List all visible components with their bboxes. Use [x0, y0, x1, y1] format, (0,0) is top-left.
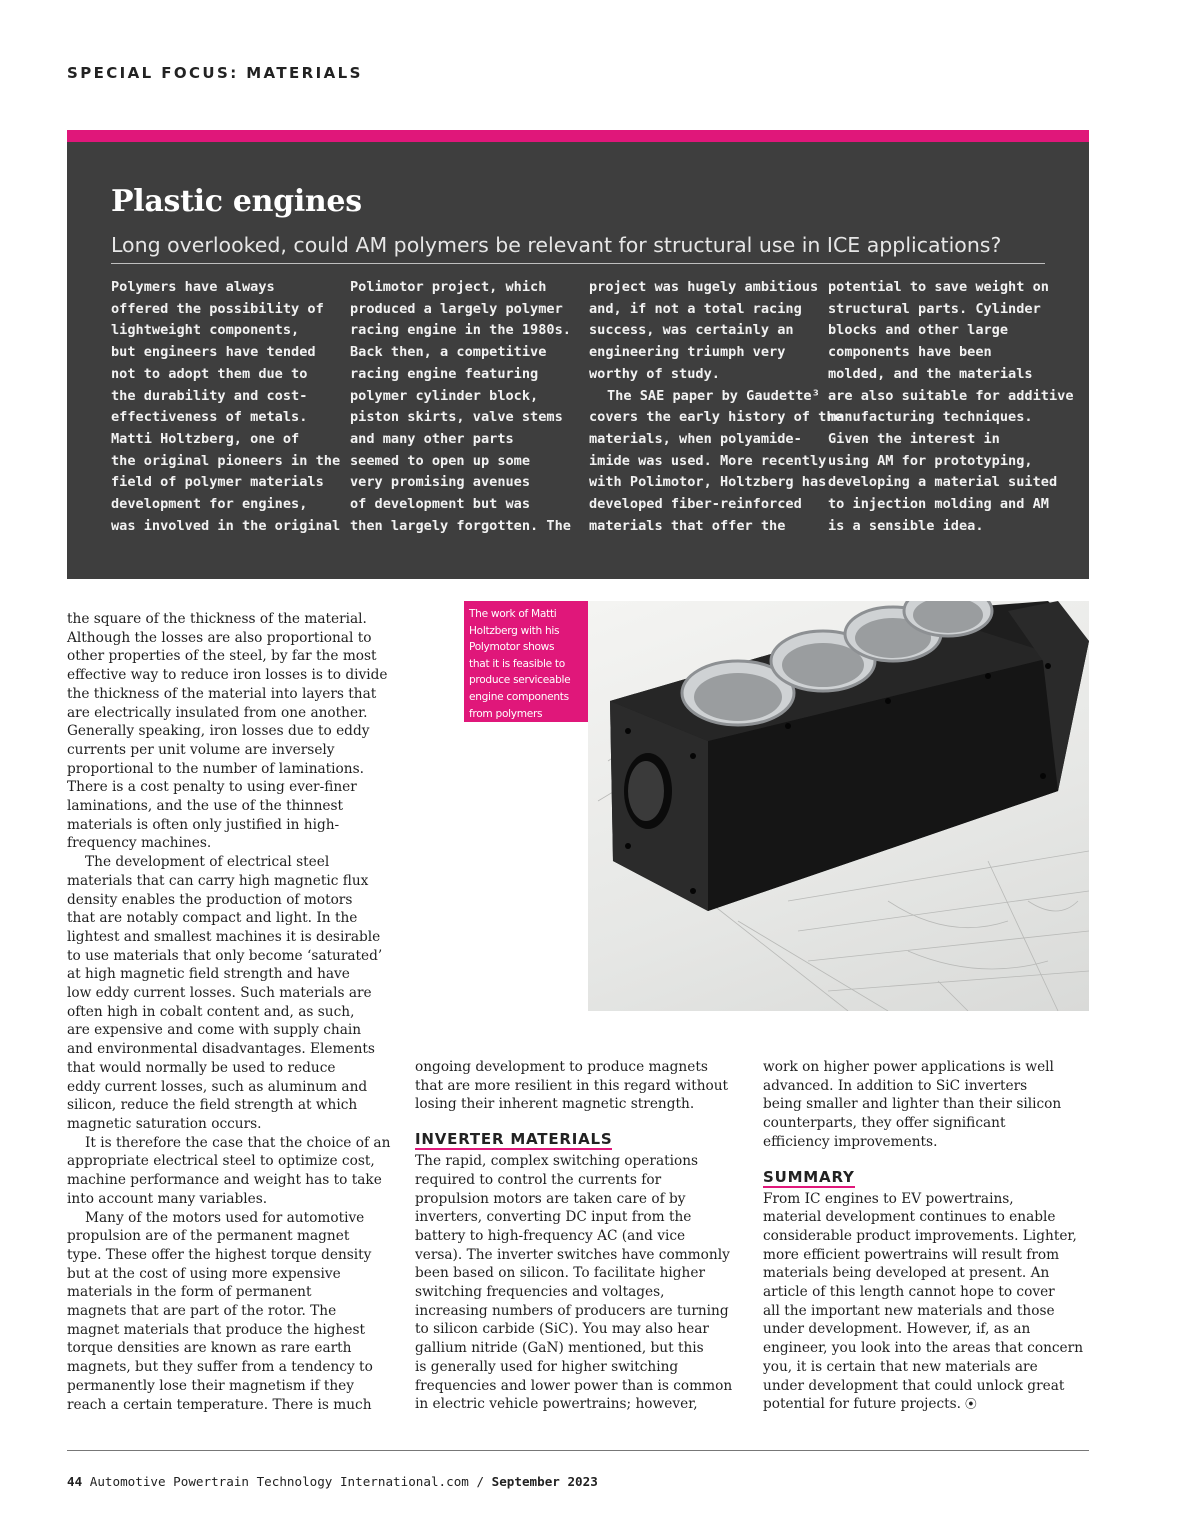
sidebar-text-line: developed fiber-reinforced [589, 496, 802, 513]
sidebar-text-line: molded, and the materials [828, 365, 1033, 382]
sidebar-text-line: Polymers have always [111, 279, 275, 295]
sidebar-text-line: the durability and cost- [111, 387, 308, 404]
sidebar-text-line: engineering triumph very [589, 344, 786, 361]
footer-divider [67, 1450, 1089, 1451]
sidebar-text-line: are also suitable for additive [828, 387, 1074, 404]
sidebar-text-line: was involved in the original [111, 517, 341, 534]
body-text-line: inverters, converting DC input from the [415, 1209, 692, 1226]
sidebar-text-line: effectiveness of metals. [111, 409, 308, 426]
body-text-line: that are more resilient in this regard without [415, 1077, 729, 1094]
sidebar-text-line: blocks and other large [828, 322, 1009, 339]
sidebar-text-line: and many other parts [350, 430, 514, 447]
engine-block-illustration [588, 601, 1089, 1011]
sidebar-text-line: field of polymer materials [111, 474, 324, 491]
sidebar-title: Plastic engines [111, 184, 362, 219]
summary-heading: SUMMARY [763, 1167, 855, 1186]
caption-line: Holtzberg with his [469, 624, 560, 637]
body-text-line: reach a certain temperature. There is much [67, 1396, 372, 1413]
sidebar-text-line: covers the early history of the [589, 409, 843, 426]
sidebar-text-line: very promising avenues [350, 474, 531, 491]
sidebar-text-line: structural parts. Cylinder [828, 300, 1041, 317]
body-text-line: materials in the form of permanent [67, 1284, 312, 1301]
body-text-line: being smaller and lighter than their silicon [763, 1096, 1062, 1113]
body-text-line: in electric vehicle powertrains; however, [415, 1396, 698, 1413]
sidebar-text-line: developing a material suited [828, 474, 1058, 491]
body-text-line: under development. However, if, as an [763, 1321, 1031, 1338]
body-text-line: proportional to the number of laminations. [67, 760, 364, 777]
sidebar-text-line: racing engine in the 1980s. [350, 322, 571, 339]
body-text-line: type. These offer the highest torque density [67, 1246, 372, 1263]
sidebar-text-line: lightweight components, [111, 322, 300, 339]
sidebar-text-line: seemed to open up some [350, 452, 531, 469]
sidebar-text-line: imide was used. More recently [589, 452, 827, 469]
body-text-line: ongoing development to produce magnets [415, 1059, 708, 1075]
body-text-line: versa). The inverter switches have commonly [415, 1246, 730, 1263]
sidebar-text-line: to injection molding and AM [828, 496, 1049, 513]
body-text-line: The rapid, complex switching operations [415, 1153, 699, 1170]
body-text-line: work on higher power applications is well [763, 1059, 1054, 1075]
photo-caption [464, 601, 588, 722]
body-text-line: but at the cost of using more expensive [67, 1265, 341, 1282]
body-text-line: to silicon carbide (SiC). You may also hear [415, 1321, 709, 1338]
body-text-line: permanently lose their magnetism if they [67, 1377, 355, 1394]
sidebar-text-line: potential to save weight on [828, 279, 1049, 295]
body-text-line: It is therefore the case that the choice of an [85, 1134, 391, 1151]
body-text-line: The development of electrical steel [85, 854, 330, 871]
body-text-line: materials being developed at present. An [763, 1265, 1050, 1282]
sidebar-text-line: Back then, a competitive [350, 344, 547, 361]
body-text-line: efficiency improvements. [763, 1133, 938, 1150]
body-text-line: Although the losses are also proportional to [67, 629, 372, 646]
publication-name: Automotive Powertrain Technology International.com / [89, 1474, 485, 1489]
body-text-line: propulsion motors are taken care of by [415, 1190, 686, 1207]
sidebar-subtitle: Long overlooked, could AM polymers be relevant for structural use in ICE applications? [111, 233, 1045, 264]
summary-text [763, 1190, 1093, 1414]
body-text-line: often high in cobalt content and, as such, [67, 1003, 355, 1020]
sidebar-text-line: worthy of study. [589, 365, 720, 382]
sidebar-text-line: racing engine featuring [350, 365, 539, 382]
body-text-line: low eddy current losses. Such materials are [67, 985, 372, 1002]
inverter-materials-text [415, 1152, 745, 1414]
section-label: SPECIAL FOCUS: MATERIALS [67, 64, 363, 82]
sidebar-text-line: offered the possibility of [111, 300, 324, 317]
body-text-line: frequencies and lower power than is common [415, 1377, 733, 1394]
body-text-line: materials that can carry high magnetic flux [67, 872, 369, 889]
body-text-line: that would normally be used to reduce [67, 1059, 336, 1076]
body-text-line: potential for future projects. ⦿ [763, 1396, 977, 1413]
body-text-line: advanced. In addition to SiC inverters [763, 1077, 1028, 1094]
sidebar-text-line: the original pioneers in the [111, 452, 341, 469]
body-text-line: other properties of the steel, by far the most [67, 648, 377, 665]
body-text-line: silicon, reduce the field strength at which [67, 1097, 358, 1114]
sidebar-box [67, 130, 1089, 579]
engine-block-photo [588, 601, 1089, 1011]
sidebar-text-line: materials, when polyamide- [589, 430, 802, 447]
caption-line: produce serviceable [469, 674, 571, 687]
body-text-line: torque densities are known as rare earth [67, 1340, 352, 1357]
body-text-line: engineer, you look into the areas that concern [763, 1340, 1084, 1357]
body-text-line: propulsion are of the permanent magnet [67, 1228, 350, 1245]
body-text-line: the thickness of the material into layers that [67, 685, 377, 702]
body-text-line: gallium nitride (GaN) mentioned, but this [415, 1340, 704, 1357]
sidebar-text-line: and, if not a total racing [589, 300, 802, 317]
body-text-line: considerable product improvements. Lighter, [763, 1227, 1077, 1244]
body-text-line: counterparts, they offer significant [763, 1115, 1006, 1132]
body-text-line: are electrically insulated from one another. [67, 704, 368, 721]
body-text-line: From IC engines to EV powertrains, [763, 1190, 1014, 1207]
body-text-line: materials is often only justified in high- [67, 816, 340, 833]
sidebar-column-4 [828, 277, 1074, 537]
sidebar-text-line: Matti Holtzberg, one of [111, 430, 300, 447]
sidebar-text-line: Given the interest in [828, 430, 1000, 447]
sidebar-text-line: of development but was [350, 496, 531, 513]
caption-line: The work of Matti [469, 608, 557, 620]
column-3-intro [763, 1058, 1093, 1152]
caption-line: from polymers [469, 707, 543, 720]
sidebar-text-line: materials that offer the [589, 517, 786, 534]
sidebar-column-1 [111, 277, 341, 537]
body-text-line: magnetic saturation occurs. [67, 1115, 262, 1132]
body-text-line: are expensive and come with supply chain [67, 1022, 362, 1039]
body-text-line: effective way to reduce iron losses is to divide [67, 667, 388, 684]
body-text-line: magnet materials that produce the highest [67, 1321, 365, 1338]
body-text-line: you, it is certain that new materials are [763, 1358, 1038, 1375]
sidebar-text-line: then largely forgotten. The [350, 517, 571, 534]
sidebar-text-line: manufacturing techniques. [828, 409, 1033, 426]
body-column-3 [763, 1058, 1093, 1414]
sidebar-text-line: success, was certainly an [589, 322, 794, 339]
sidebar-text-line: project was hugely ambitious [589, 279, 819, 295]
sidebar-text-line: produced a largely polymer [350, 300, 563, 317]
body-text-line: material development continues to enable [763, 1209, 1056, 1226]
body-text-line: and environmental disadvantages. Elements [67, 1041, 375, 1058]
body-text-line: at high magnetic field strength and have [67, 966, 350, 983]
body-text-line: is generally used for higher switching [415, 1358, 679, 1375]
body-text-line: appropriate electrical steel to optimize cost, [67, 1153, 375, 1170]
sidebar-text-line: The SAE paper by Gaudette³ [607, 387, 820, 404]
body-text-line: to use materials that only become ‘saturated’ [67, 947, 383, 964]
inverter-materials-heading: INVERTER MATERIALS [415, 1130, 613, 1149]
body-text-line: into account many variables. [67, 1190, 268, 1207]
sidebar-text-line: but engineers have tended [111, 344, 316, 361]
sidebar-text-line: piston skirts, valve stems [350, 409, 563, 426]
sidebar-text-line: is a sensible idea. [828, 517, 984, 534]
sidebar-text-line: not to adopt them due to [111, 365, 308, 382]
sidebar-column-3 [589, 277, 843, 537]
sidebar-text-line: development for engines, [111, 496, 308, 513]
body-text-line: been based on silicon. To facilitate higher [415, 1265, 705, 1282]
body-text-line: under development that could unlock great [763, 1377, 1065, 1394]
caption-line: engine components [469, 690, 569, 703]
end-of-article-icon: ⦿ [961, 1397, 977, 1412]
body-text-line: article of this length cannot hope to cover [763, 1284, 1055, 1301]
body-text-line: eddy current losses, such as aluminum and [67, 1078, 368, 1095]
body-text-line: Many of the motors used for automotive [85, 1209, 365, 1226]
sidebar-text-line: Polimotor project, which [350, 279, 547, 295]
issue-date: September 2023 [491, 1474, 598, 1489]
sidebar-text-line: with Polimotor, Holtzberg has [589, 474, 827, 491]
body-text-line: increasing numbers of producers are turning [415, 1302, 729, 1319]
body-text-line: the square of the thickness of the material. [67, 611, 367, 627]
sidebar-text-line: using AM for prototyping, [828, 452, 1033, 469]
body-text-line: machine performance and weight has to take [67, 1172, 382, 1189]
body-column-1 [67, 610, 392, 1414]
body-text-line: currents per unit volume are inversely [67, 741, 335, 758]
caption-line: Polymotor shows [469, 641, 555, 654]
body-column-2 [415, 1058, 745, 1414]
body-text-line: magnets, but they suffer from a tendency to [67, 1359, 373, 1376]
sidebar-column-2 [350, 277, 571, 537]
body-text-line: losing their inherent magnetic strength. [415, 1096, 695, 1113]
body-text-line: all the important new materials and those [763, 1302, 1055, 1319]
body-text-line: lightest and smallest machines it is desirable [67, 928, 381, 945]
body-text-line: Generally speaking, iron losses due to eddy [67, 723, 370, 740]
caption-line: that it is feasible to [469, 657, 565, 670]
body-text-line: battery to high-frequency AC (and vice [415, 1227, 686, 1244]
body-text-line: density enables the production of motors [67, 891, 353, 908]
body-text-line: required to control the currents for [415, 1171, 662, 1188]
sidebar-text-line: polymer cylinder block, [350, 387, 539, 404]
page-number: 44 [67, 1474, 83, 1489]
body-text-line: frequency machines. [67, 835, 212, 852]
page-footer [67, 1474, 598, 1489]
body-text-line: more efficient powertrains will result from [763, 1246, 1060, 1263]
sidebar-text-line: components have been [828, 344, 992, 361]
body-text-line: There is a cost penalty to using ever-finer [67, 779, 357, 796]
body-text-line: laminations, and the use of the thinnest [67, 798, 344, 815]
body-text-line: that are notably compact and light. In the [67, 910, 358, 927]
body-text-line: switching frequencies and voltages, [415, 1284, 665, 1301]
body-text-line: magnets that are part of the rotor. The [67, 1303, 337, 1320]
column-2-intro [415, 1058, 745, 1114]
